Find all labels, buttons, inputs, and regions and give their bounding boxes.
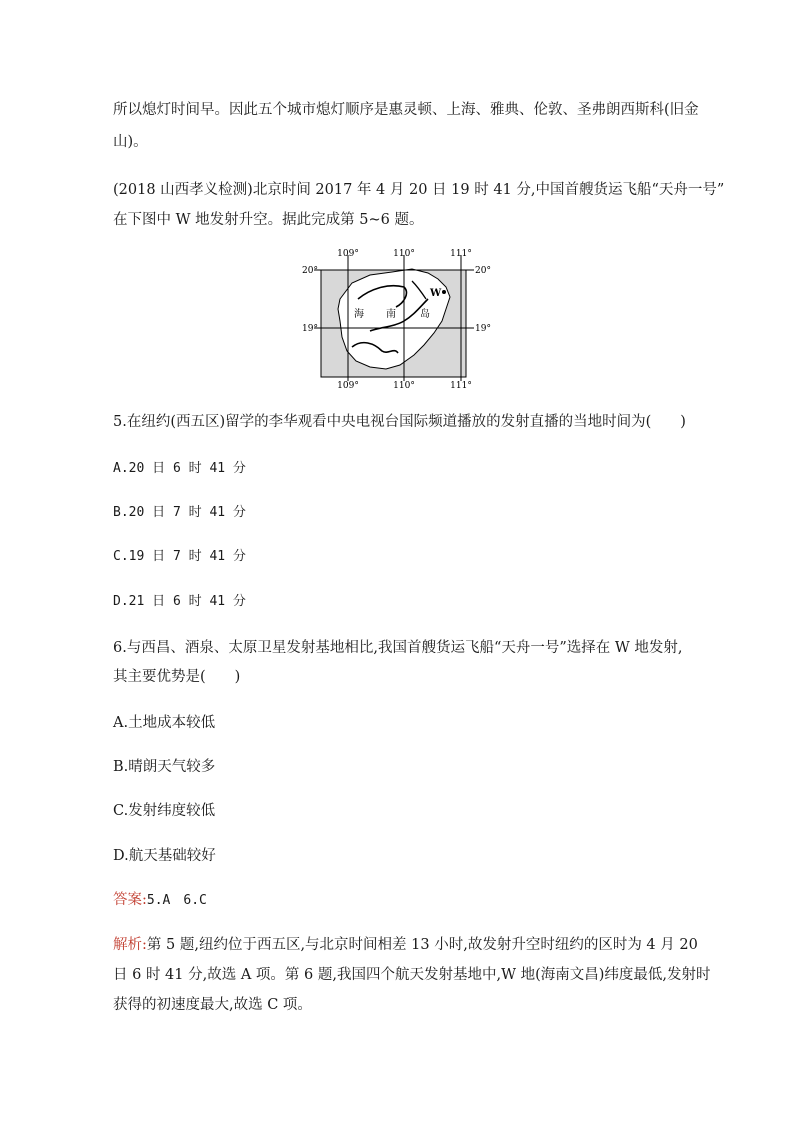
q6-option-c: C.发射纬度较低 [113, 803, 216, 819]
answer-line [113, 890, 207, 911]
q5-option-c: C.19 日 7 时 41 分 [113, 549, 246, 564]
answer-label: 答案: [113, 892, 147, 908]
q5-option-d: D.21 日 6 时 41 分 [113, 594, 246, 609]
analysis-line-3: 获得的初速度最大,故选 C 项。 [113, 997, 312, 1013]
lat-label-right-19: 19° [475, 324, 491, 334]
lon-label-bottom-110: 110° [393, 381, 415, 389]
source-line-2: 在下图中 W 地发射升空。据此完成第 5~6 题。 [113, 212, 424, 228]
source-line-1: (2018 山西孝义检测)北京时间 2017 年 4 月 20 日 19 时 41 分,中国首艘货运飞船“天舟一号” [113, 182, 725, 198]
lat-label-left-20: 20° [302, 266, 318, 276]
analysis-text-1: 第 5 题,纽约位于西五区,与北京时间相差 13 小时,故发射升空时纽约的区时为 4 月 20 [146, 937, 698, 953]
lon-label-top-111: 111° [450, 249, 472, 259]
analysis-label: 解析: [113, 937, 147, 953]
intro-line-2: 山)。 [113, 134, 148, 150]
island-char-1: 海 [354, 309, 364, 320]
answer-value: 5.A 6.C [146, 893, 207, 908]
island-char-3: 岛 [420, 309, 430, 320]
q6-stem-1: 6.与西昌、酒泉、太原卫星发射基地相比,我国首艘货运飞船“天舟一号”选择在 W 地发射, [113, 640, 683, 656]
lat-label-right-20: 20° [475, 266, 491, 276]
analysis-line-2: 日 6 时 41 分,故选 A 项。第 6 题,我国四个航天发射基地中,W 地(海南文昌)纬度最低,发射时 [113, 967, 711, 983]
lon-label-top-110: 110° [393, 249, 415, 259]
lon-label-bottom-109: 109° [337, 381, 359, 389]
hainan-map [300, 247, 496, 389]
lon-label-bottom-111: 111° [450, 381, 472, 389]
point-w-marker [442, 290, 446, 294]
q6-stem-2: 其主要优势是( ) [113, 669, 241, 685]
point-w-label: W [430, 288, 442, 299]
q5-option-a: A.20 日 6 时 41 分 [113, 461, 246, 476]
q5-option-b: B.20 日 7 时 41 分 [113, 505, 246, 520]
lat-label-left-19: 19° [302, 324, 318, 334]
q6-option-a: A.土地成本较低 [113, 715, 216, 731]
lon-label-top-109: 109° [337, 249, 359, 259]
island-char-2: 南 [386, 309, 396, 320]
analysis-line-1 [113, 935, 698, 955]
q6-option-d: D.航天基础较好 [113, 848, 216, 864]
q5-stem: 5.在纽约(西五区)留学的李华观看中央电视台国际频道播放的发射直播的当地时间为( ) [113, 414, 686, 430]
intro-line-1: 所以熄灯时间早。因此五个城市熄灯顺序是惠灵顿、上海、雅典、伦敦、圣弗朗西斯科(旧金 [113, 102, 699, 118]
q6-option-b: B.晴朗天气较多 [113, 759, 216, 775]
